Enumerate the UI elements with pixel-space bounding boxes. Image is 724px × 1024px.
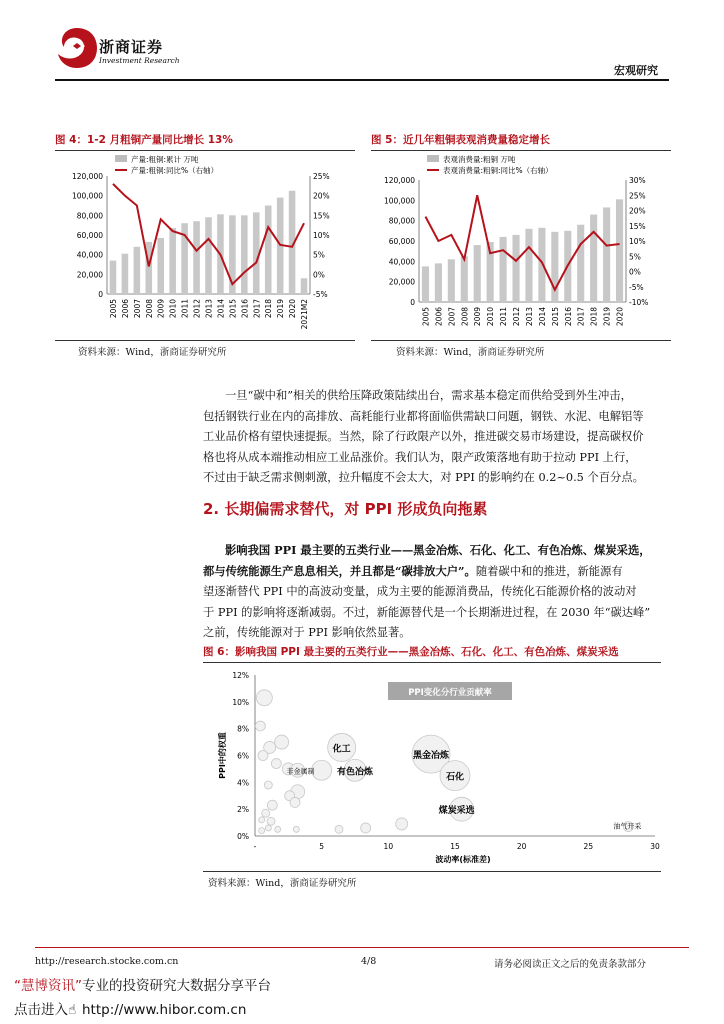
bar <box>538 228 545 302</box>
y-tick-right: 10% <box>313 231 330 240</box>
y-tick-right: 25% <box>313 172 330 181</box>
bar <box>422 266 429 302</box>
fig5-caption: 图 5：近几年粗铜表观消费量稳定增长 <box>371 134 550 146</box>
y-tick-right: 15% <box>313 211 330 221</box>
header-rule <box>55 79 669 81</box>
bar <box>193 221 200 294</box>
fig6-bottom-rule <box>203 871 661 872</box>
bar <box>512 235 519 302</box>
bubble <box>396 818 408 830</box>
banner-line-2[interactable] <box>14 998 246 1018</box>
banner-line-1 <box>14 974 271 994</box>
x-tick: 15 <box>450 842 460 851</box>
x-tick: 2013 <box>204 299 214 319</box>
bar <box>435 263 442 302</box>
bubble <box>255 721 265 731</box>
x-tick: 2005 <box>421 307 431 327</box>
bar <box>525 229 532 302</box>
bubble <box>259 817 265 823</box>
bubble <box>265 825 271 831</box>
bar <box>205 217 212 294</box>
x-tick: 2013 <box>524 307 534 327</box>
y-tick-left: 20,000 <box>76 270 103 280</box>
bar <box>500 237 507 302</box>
bar <box>474 245 481 302</box>
x-tick: 2007 <box>447 307 457 327</box>
banner-tagline: 专业的投资研究大数据分享平台 <box>82 978 271 994</box>
x-tick: 2012 <box>192 299 202 319</box>
fig4-caption: 图 4：1-2 月粗铜产量同比增长 13% <box>55 134 233 146</box>
y-tick-right: 20% <box>629 206 646 216</box>
y-tick-right: 10% <box>629 237 646 246</box>
x-tick: 2008 <box>460 307 470 327</box>
paragraph-2-line: 之前，传统能源对于 PPI 影响依然显著。 <box>203 626 411 639</box>
banner-brand: “慧博资讯” <box>14 978 82 994</box>
x-tick: 2007 <box>132 299 142 319</box>
bubble-label: 化工 <box>332 744 351 755</box>
paragraph-2-lead-cont: 都与传统能源生产息息相关，并且都是“碳排放大户”。 <box>203 563 476 578</box>
x-tick: 25 <box>583 842 594 851</box>
legend-label-line: 产量:粗铜:同比%（右轴） <box>131 166 219 175</box>
y-tick-right: 0% <box>629 267 641 277</box>
x-tick: - <box>253 842 257 851</box>
x-tick: 2010 <box>168 299 178 319</box>
x-tick: 2016 <box>563 307 573 327</box>
banner-enter[interactable]: 点击进入 <box>14 1002 68 1018</box>
bubble <box>335 825 343 833</box>
y-tick-left: 100,000 <box>71 191 103 201</box>
logo <box>55 26 99 70</box>
paragraph-1-line: 一旦“碳中和”相关的供给压降政策陆续出台，需求基本稳定而供给受到外生冲击， <box>225 389 632 402</box>
x-tick: 2021M2 <box>300 299 310 330</box>
bubble-label: 有色冶炼 <box>336 767 374 778</box>
y-tick-left: 60,000 <box>388 237 415 246</box>
x-tick: 2009 <box>473 307 483 327</box>
bubble <box>256 690 272 706</box>
bar <box>603 207 610 302</box>
x-tick: 2010 <box>486 307 496 327</box>
logo-text-cn: 浙商证券 <box>99 38 164 56</box>
x-tick: 2017 <box>252 299 262 319</box>
y-tick-left: 100,000 <box>383 196 415 206</box>
bubble-label: 煤炭采选 <box>438 806 475 817</box>
legend-label-line: 表观消费量:粗铜:同比%（右轴） <box>443 166 553 175</box>
bar <box>301 278 308 294</box>
bubble <box>258 751 268 761</box>
x-tick: 10 <box>383 842 394 851</box>
x-tick: 2014 <box>216 299 226 319</box>
bar <box>157 238 164 294</box>
y-tick-right: 30% <box>629 176 646 185</box>
legend-label-bar: 产量:粗铜:累计 万吨 <box>131 155 199 164</box>
paragraph-2-rest: 随着碳中和的推进，新能源有 <box>475 564 623 578</box>
fig6-top-rule <box>203 662 661 663</box>
bar <box>134 247 141 294</box>
x-tick: 2014 <box>537 307 547 327</box>
y-tick-right: 5% <box>629 252 641 262</box>
paragraph-2-lead: 影响我国 PPI 最主要的五类行业——黑金冶炼、石化、化工、有色冶炼、煤炭采选， <box>225 543 651 557</box>
y-tick-left: 40,000 <box>388 257 415 267</box>
footer-disclaimer: 请务必阅读正文之后的免责条款部分 <box>494 959 647 970</box>
y-tick-right: 25% <box>629 191 646 201</box>
x-tick: 2019 <box>602 307 612 327</box>
y-tick-left: 120,000 <box>383 176 415 185</box>
bubble <box>262 809 270 817</box>
y-tick-right: 0% <box>313 270 325 280</box>
y-tick-left: 80,000 <box>76 211 103 221</box>
fig5-bottom-rule <box>371 340 671 341</box>
x-tick: 2017 <box>576 307 586 327</box>
bar <box>241 215 248 294</box>
y-tick-left: 40,000 <box>76 250 103 260</box>
footer-url[interactable]: http://research.stocke.com.cn <box>35 956 179 967</box>
bubble <box>361 823 371 833</box>
paragraph-1-line: 工业品价格有望快速提振。当然，除了行政限产以外，推进碳交易市场建设，提高碳权价 <box>203 430 644 443</box>
y-tick: 12% <box>232 671 249 680</box>
x-axis-label: 波动率(标准差) <box>435 855 491 864</box>
x-tick: 2015 <box>228 299 238 319</box>
bubble <box>259 828 265 834</box>
bar <box>577 225 584 302</box>
x-tick: 2016 <box>240 299 250 319</box>
chart-title: PPI变化分行业贡献率 <box>408 688 492 698</box>
bubble <box>267 800 277 810</box>
paragraph-2-line: 望逐渐替代 PPI 中的高波动变量，成为主要的能源消费品，传统化石能源价格的波动对 <box>203 585 637 598</box>
y-axis-label: PPI中的权重 <box>218 732 227 779</box>
y-tick-right: -10% <box>629 298 649 307</box>
x-tick: 30 <box>650 842 660 851</box>
legend-swatch-bar <box>427 155 439 162</box>
section-title: 2. 长期偏需求替代，对 PPI 形成负向拖累 <box>203 500 488 518</box>
fig5-top-rule <box>371 150 671 151</box>
bar <box>590 215 597 302</box>
paragraph-1-line: 不过由于缺乏需求侧刺激，拉升幅度不会太大，对 PPI 的影响约在 0.2~0.5 个百分点。 <box>203 471 644 484</box>
y-tick-left: 60,000 <box>76 231 103 240</box>
bar <box>169 228 176 294</box>
y-tick: 4% <box>237 778 249 788</box>
bubble <box>293 826 299 832</box>
bubble <box>275 735 289 749</box>
y-tick-right: 5% <box>313 250 325 260</box>
x-tick: 2012 <box>512 307 522 327</box>
fig6-caption: 图 6：影响我国 PPI 最主要的五类行业——黑金冶炼、石化、化工、有色冶炼、煤炭采选 <box>203 646 619 658</box>
y-tick-left: 0 <box>410 298 415 307</box>
paragraph-1-line: 包括钢铁行业在内的高排放、高耗能行业都将面临供需缺口问题，钢铁、水泥、电解铝等 <box>203 409 644 423</box>
fig4-top-rule <box>55 150 355 151</box>
x-tick: 2020 <box>288 299 298 319</box>
bubble-label: 非金属制 <box>286 767 315 776</box>
fig6-chart <box>203 664 661 870</box>
y-tick: 6% <box>237 751 249 761</box>
y-tick-right: 15% <box>629 221 646 231</box>
y-tick-right: 20% <box>313 191 330 201</box>
fig5-chart <box>371 152 671 338</box>
bubble-label: 黑金冶炼 <box>412 751 450 762</box>
paragraph-1-line: 格也将从成本端推动相应工业品涨价。我们认为，限产政策落地有助于拉动 PPI 上行， <box>203 450 637 464</box>
fig4-bottom-rule <box>55 340 355 341</box>
x-tick: 2011 <box>499 307 509 327</box>
footer-rule <box>35 947 689 948</box>
bar <box>461 256 468 302</box>
x-tick: 2006 <box>434 307 444 327</box>
pointer-icon: ☝ <box>68 1002 77 1018</box>
fig5-source: 资料来源：Wind，浙商证券研究所 <box>396 347 545 358</box>
x-tick: 2019 <box>276 299 286 319</box>
y-tick-left: 80,000 <box>388 216 415 226</box>
x-tick: 20 <box>516 842 527 851</box>
bar <box>616 199 623 302</box>
fig4-chart <box>55 152 355 338</box>
y-tick-left: 120,000 <box>71 172 103 181</box>
logo-mark <box>55 26 99 70</box>
header-section: 宏观研究 <box>614 64 658 77</box>
x-tick: 2018 <box>589 307 599 327</box>
legend-swatch-bar <box>115 155 127 162</box>
x-tick: 2015 <box>550 307 560 327</box>
bubble-label: 油气开采 <box>613 822 642 831</box>
x-tick: 2018 <box>264 299 274 319</box>
x-tick: 2008 <box>144 299 154 319</box>
logo-text-en: Investment Research <box>99 56 180 65</box>
bar <box>110 261 117 294</box>
bubble <box>267 817 275 825</box>
bubble <box>290 797 300 807</box>
x-tick: 2005 <box>108 299 118 319</box>
x-tick: 2006 <box>120 299 130 319</box>
bar <box>122 254 129 294</box>
y-tick: 10% <box>232 697 249 707</box>
bar <box>265 206 272 295</box>
paragraph-1 <box>203 386 661 489</box>
y-tick-left: 0 <box>98 290 103 299</box>
y-tick-right: -5% <box>629 282 644 292</box>
y-tick-right: -5% <box>313 290 328 299</box>
banner-url[interactable]: http://www.hibor.com.cn <box>82 1002 247 1018</box>
bubble-label: 石化 <box>445 772 465 783</box>
x-tick: 2020 <box>615 307 625 327</box>
bubble <box>271 759 281 769</box>
paragraph-2 <box>203 540 661 644</box>
y-tick: 0% <box>237 832 249 841</box>
x-tick: 2009 <box>156 299 166 319</box>
bar <box>448 259 455 302</box>
y-tick: 8% <box>237 724 249 734</box>
bubble <box>264 781 272 789</box>
y-tick-left: 20,000 <box>388 277 415 287</box>
x-tick: 2011 <box>180 299 190 319</box>
legend-label-bar: 表观消费量:粗铜 万吨 <box>443 155 516 164</box>
x-tick: 5 <box>319 842 325 851</box>
page-number: 4/8 <box>361 956 377 967</box>
y-tick: 2% <box>237 805 249 815</box>
fig4-source: 资料来源：Wind，浙商证券研究所 <box>78 347 227 358</box>
fig6-source: 资料来源：Wind，浙商证券研究所 <box>208 878 357 889</box>
paragraph-2-line <box>203 561 661 583</box>
paragraph-2-line: 于 PPI 的影响将逐渐减弱。不过，新能源替代是一个长期渐进过程，在 2030 年“碳达峰” <box>203 605 651 619</box>
bubble <box>275 826 281 832</box>
